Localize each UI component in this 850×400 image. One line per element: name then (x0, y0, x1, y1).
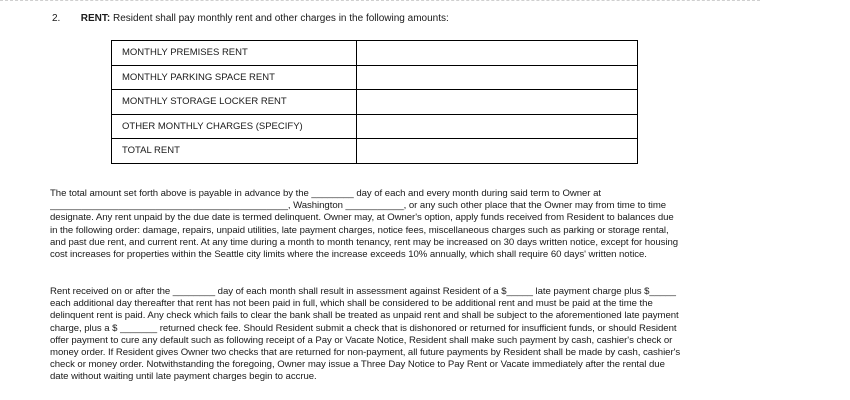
paragraph-line: _____________________________________________, Washington ___________, or any such other place that the Owner may from time to time (50, 200, 667, 212)
table-row (112, 139, 638, 164)
payment-terms-paragraph (50, 188, 810, 261)
section-number: 2. (52, 13, 61, 24)
top-divider (0, 0, 760, 2)
section-label: RENT: (80, 13, 111, 24)
amount-field-other-charges[interactable] (357, 114, 638, 139)
paragraph-line: money order. If Resident gives Owner two checks that are returned for non-payment, all future payments by Resident shall be made by cash, cashier's (50, 346, 681, 358)
paragraph-line: designate. Any rent unpaid by the due date is termed delinquent. Owner may, at Owner's option, apply funds received from Resident to balances due (50, 212, 674, 224)
table-row (112, 114, 638, 139)
paragraph-line: date without waiting until late payment charges begin to accrue. (50, 371, 317, 383)
amount-field-premises-rent[interactable] (357, 41, 638, 66)
amount-field-storage-rent[interactable] (357, 90, 638, 115)
paragraph-line: The total amount set forth above is payable in advance by the ________ day of each and every month during said term to Owner at (50, 188, 601, 199)
amount-field-parking-rent[interactable] (357, 65, 638, 90)
section-heading (52, 12, 449, 25)
paragraph-line: charge, plus a $ _______ returned check fee. Should Resident submit a check that is dishonored or returned for insufficient funds, or should Resident (50, 322, 677, 334)
row-label-premises-rent: MONTHLY PREMISES RENT (112, 41, 357, 66)
paragraph-line: and past due rent, and current rent. At any time during a month to month tenancy, rent may be increased on 30 days written notice, except for housing (50, 236, 679, 248)
table-row (112, 41, 638, 66)
table-row (112, 65, 638, 90)
paragraph-line: cost increases for properties within the Seattle city limits where the increase exceeds 10% annually, which shall require 60 days' written notice. (50, 248, 647, 260)
row-label-total-rent: TOTAL RENT (112, 139, 357, 164)
row-label-storage-rent: MONTHLY STORAGE LOCKER RENT (112, 90, 357, 115)
late-charges-paragraph (50, 286, 810, 384)
rent-table (111, 40, 638, 164)
amount-field-total-rent[interactable] (357, 139, 638, 164)
paragraph-line: check or money order. Notwithstanding the foregoing, Owner may issue a Three Day Notice to Pay Rent or Vacate immediately after the rental due (50, 359, 665, 371)
paragraph-line: in the following order: damage, repairs, unpaid utilities, late payment charges, notice fees, miscellaneous charges such as parking or storage rental, (50, 224, 669, 236)
paragraph-line: Rent received on or after the ________ day of each month shall result in assessment against Resident of a $_____ late payment charge plus $_____ (50, 286, 676, 297)
table-row (112, 90, 638, 115)
row-label-parking-rent: MONTHLY PARKING SPACE RENT (112, 65, 357, 90)
paragraph-line: each additional day thereafter that rent has not been paid in full, which shall be considered to be additional rent and must be paid at the time the (50, 298, 653, 310)
paragraph-line: offer payment to cure any default such as following receipt of a Pay or Vacate Notice, Resident shall make such payment by cash, cashier's check or (50, 334, 673, 346)
section-intro: Resident shall pay monthly rent and other charges in the following amounts: (113, 13, 449, 24)
paragraph-line: delinquent rent is paid. Any check which fails to clear the bank shall be treated as unpaid rent and shall be subject to the aforementioned late payment (50, 310, 679, 322)
row-label-other-charges: OTHER MONTHLY CHARGES (SPECIFY) (112, 114, 357, 139)
